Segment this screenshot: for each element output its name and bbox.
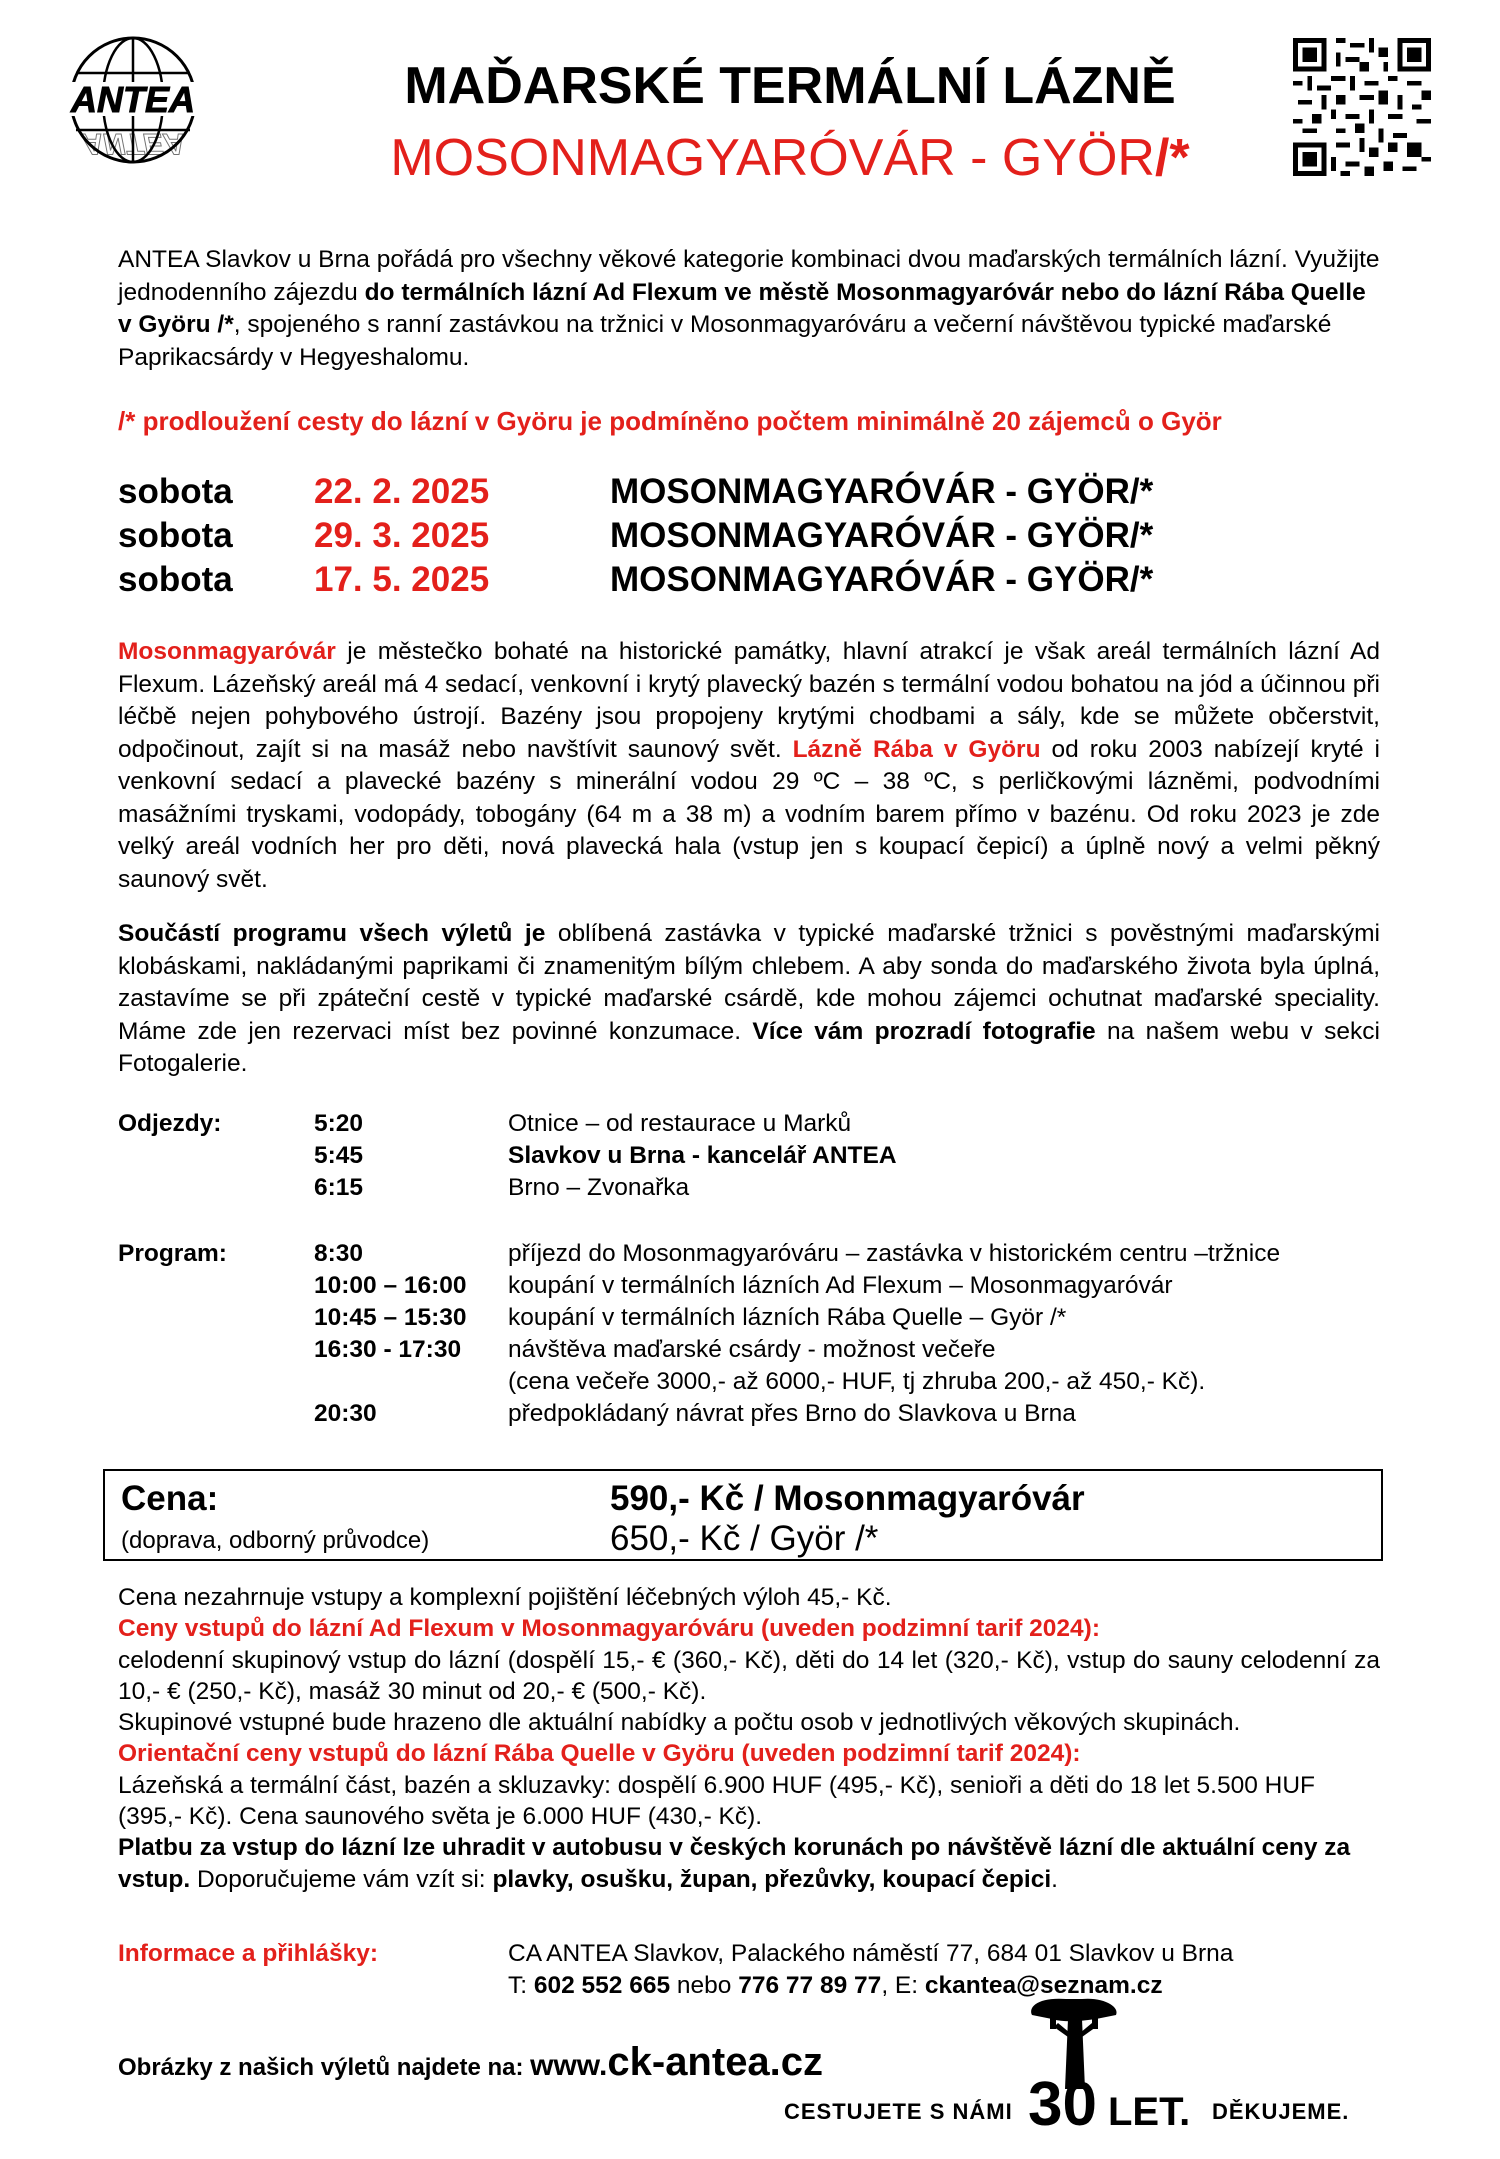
price-gyor: 650,- Kč / Györ /* bbox=[610, 1519, 879, 1558]
page-title: MAĎARSKÉ TERMÁLNÍ LÁZNĚ bbox=[404, 57, 1176, 115]
contact-phones: T: 602 552 665 nebo 776 77 89 77, E: ckantea@seznam.cz bbox=[508, 1972, 1163, 1999]
spa-description: Mosonmagyaróvár je městečko bohaté na historické památky, hlavní atrakcí je však areál termálních lázní Ad Flexum. Lázeňský areál má 4 sedací, venkovní i krytý plavecký bazén s termální vodou bohatou na jód a účinnou při léčbě nejen pohybového ústrojí. Bazény jsou propojeny krytými chodbami a sály, kde se můžete občerstvit, odpočinout, zajít si na masáž nebo navštívit saunový svět. Lázně Rába v Györu od roku 2003 nabízejí kryté i venkovní sedací a plavecké bazény s minerální vodou 29 ºC – 38 ºC, s perličkovými lázněmi, podvodními masážními tryskami, vodopády, tobogány (64 m a 38 m) a vodním barem přímo v bazénu. Od roku 2023 je zde velký areál vodních her pro děti, nová plavecká hala (vstup jen s koupací čepicí) a úplně nový a velmi pěkný saunový svět. bbox=[118, 638, 1380, 893]
contact-label: Informace a přihlášky: bbox=[118, 1940, 379, 1967]
slogan-years: LET. bbox=[1108, 2090, 1191, 2134]
contact-address: CA ANTEA Slavkov, Palackého náměstí 77, 684 01 Slavkov u Brna bbox=[508, 1940, 1234, 1967]
logo-text: ANTEA bbox=[71, 79, 195, 120]
website-link[interactable]: www.ck-antea.cz bbox=[530, 2040, 824, 2084]
price-note: (doprava, odborný průvodce) bbox=[121, 1527, 430, 1554]
phone-link[interactable]: 602 552 665 bbox=[533, 1972, 671, 1999]
program-description: Součástí programu všech výletů je oblíbená zastávka v typické maďarské tržnici s pověstnými maďarskými klobáskami, nakládanými paprikami či znamenitým bílým chlebem. A aby sonda do maďarského života byla úplná, zastavíme se při zpáteční cestě v typické maďarské csárdě, kde mohou zájemci ochutnat maďarské speciality. Máme zde jen rezervaci míst bez povinné konzumace. Více vám prozradí fotografie na našem webu v sekci Fotogalerie. bbox=[118, 920, 1380, 1077]
email-link[interactable]: ckantea@seznam.cz bbox=[924, 1972, 1163, 1999]
slogan-number: 30 bbox=[1028, 2070, 1097, 2139]
slogan-right: DĚKUJEME. bbox=[1212, 2099, 1350, 2124]
page-subtitle: MOSONMAGYARÓVÁR - GYÖR/* bbox=[390, 129, 1190, 187]
phone-link[interactable]: 776 77 89 77 bbox=[738, 1972, 882, 1999]
entry-fees-section: Cena nezahrnuje vstupy a komplexní pojištění léčebných výloh 45,- Kč. Ceny vstupů do lázní Ad Flexum v Mosonmagyaróváru (uveden podzimní tarif 2024): celodenní skupinový vstup do lázní (dospělí 15,- € (360,- Kč), děti do 14 let (320,- Kč), vstup do sauny celodenní za 10,- € (250,- Kč), masáž 30 minut od 20,- € (500,- Kč). Skupinové vstupné bude hrazeno dle aktuální nabídky a počtu osob v jednotlivých věkových skupinách. Orientační ceny vstupů do lázní Rába Quelle v Györu (uveden podzimní tarif 2024): Lázeňská a termální část, bazén a skluzavky: dospělí 6.900 HUF (495,- Kč), senioři a děti do 18 let 5.500 HUF (395,- Kč). Cena saunového světa je 6.000 HUF (430,- Kč). Platbu za vstup do lázní lze uhradit v autobusu v českých korunách po návštěvě lázní dle aktuální ceny za vstup. Doporučujeme vám vzít si: plavky, osušku, župan, přezůvky, koupací čepici. bbox=[118, 1584, 1380, 1893]
logo-reflection: ANTEA bbox=[81, 127, 185, 160]
slogan-left: CESTUJETE S NÁMI bbox=[784, 2099, 1013, 2124]
price-mosonmagyarovar: 590,- Kč / Mosonmagyaróvár bbox=[610, 1479, 1085, 1518]
price-label: Cena: bbox=[121, 1479, 219, 1518]
group-size-notice: /* prodloužení cesty do lázní v Györu je podmíněno počtem minimálně 20 zájemců o Györ bbox=[118, 406, 1222, 436]
price-box bbox=[103, 1469, 1383, 1561]
anniversary-badge bbox=[770, 1993, 1410, 2149]
departures-label: Odjezdy: bbox=[118, 1110, 222, 1137]
qr-code[interactable] bbox=[1293, 38, 1431, 176]
departures-section: Odjezdy: 5:20 Otnice – od restaurace u Marků 5:45 Slavkov u Brna - kancelář ANTEA 6:15 Brno – Zvonařka bbox=[118, 1110, 897, 1201]
footer-web-text: Obrázky z našich výletů najdete na: www.ck-antea.cz bbox=[118, 2040, 824, 2084]
program-label: Program: bbox=[118, 1240, 227, 1267]
intro-paragraph: ANTEA Slavkov u Brna pořádá pro všechny věkové kategorie kombinaci dvou maďarských termálních lázní. Využijte jednodenního zájezdu do termálních lázní Ad Flexum ve městě Mosonmagyaróvár nebo do lázní Rába Quelle v Györu /*, spojeného s ranní zastávkou na tržnici v Mosonmagyaróváru a večerní návštěvou typické maďarské Paprikacsárdy v Hegyeshalomu. bbox=[118, 246, 1380, 371]
program-section: Program: 8:30 příjezd do Mosonmagyaróváru – zastávka v historickém centru –tržnice 10:00 – 16:00 koupání v termálních lázních Ad Flexum – Mosonmagyaróvár 10:45 – 15:30 koupání v termálních lázních Rába Quelle – Györ /* 16:30 - 17:30 návštěva maďarské csárdy - možnost večeře (cena večeře 3000,- až 6000,- HUF, tj zhruba 200,- až 450,- Kč). 20:30 předpokládaný návrat přes Brno do Slavkova u Brna bbox=[118, 1240, 1281, 1427]
